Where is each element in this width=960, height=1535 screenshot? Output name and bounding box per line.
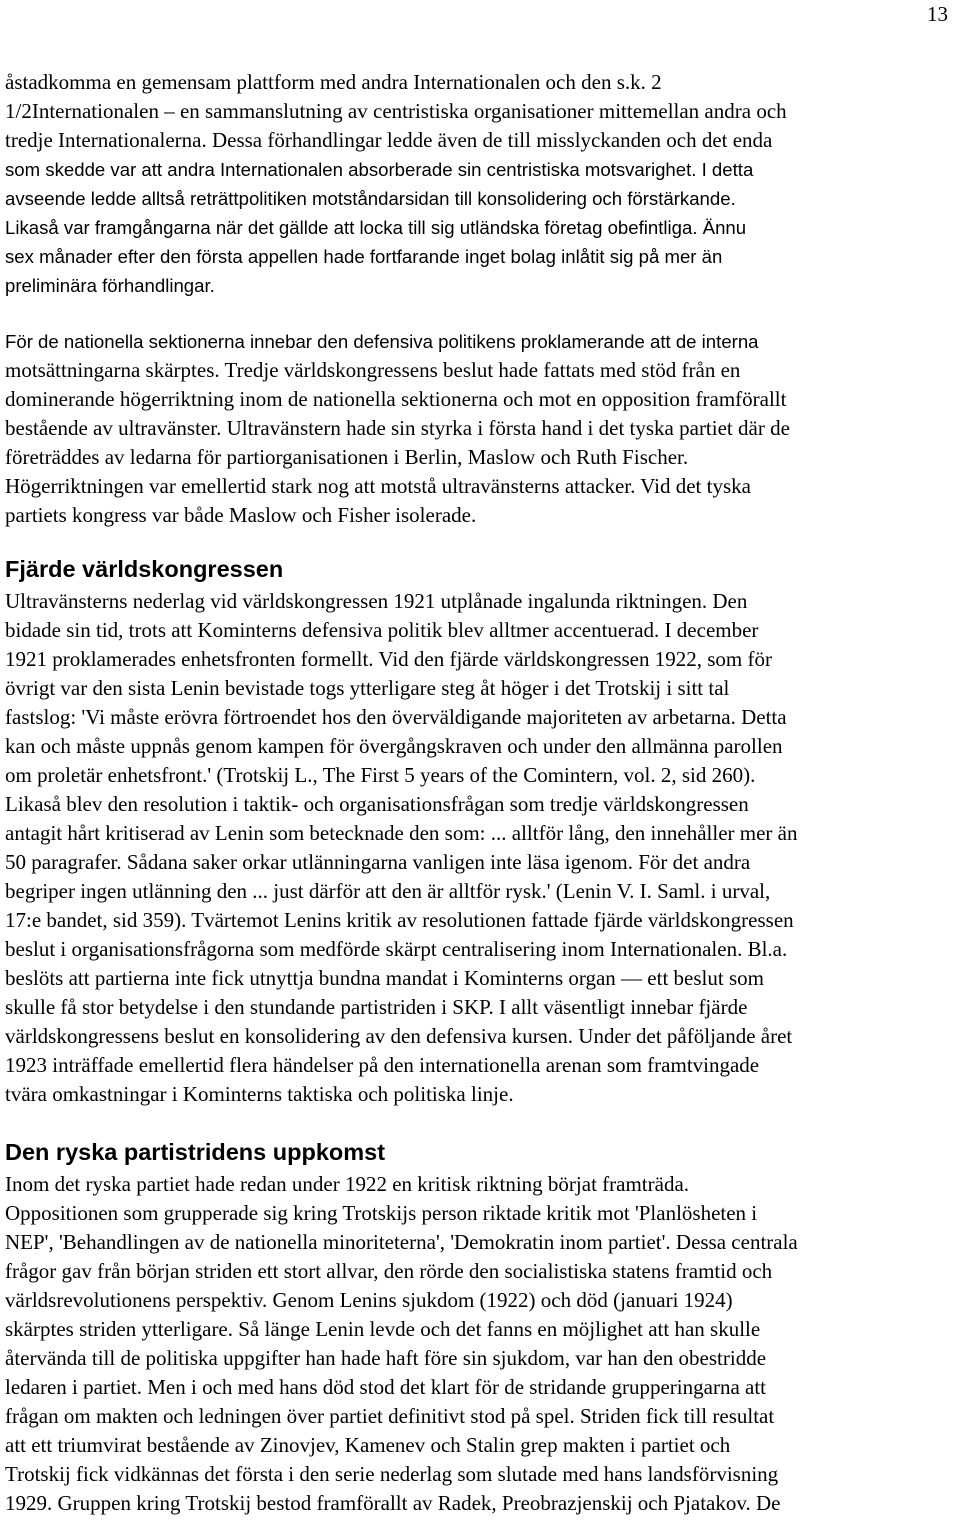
paragraph <box>5 1170 960 1518</box>
text-line: 17:e bandet, sid 359). Tvärtemot Lenins kritik av resolutionen fattade fjärde världskongressen <box>5 908 794 932</box>
text-line: beslöts att partierna inte fick utnyttja bundna mandat i Kominterns organ — ett beslut som <box>5 966 764 990</box>
text-line: antagit hårt kritiserad av Lenin som betecknade den som: ... alltför lång, den innehåller mer än <box>5 821 798 845</box>
text-line: 1921 proklamerades enhetsfronten formellt. Vid den fjärde världskongressen 1922, som för <box>5 647 772 671</box>
paragraph <box>5 327 960 530</box>
text-line: Trotskij fick vidkännas det första i den serie nederlag som slutade med hans landsförvisning <box>5 1462 779 1486</box>
text-line: ledaren i partiet. Men i och med hans död stod det klart för de stridande grupperingarna att <box>5 1375 767 1399</box>
text-line: avseende ledde alltså reträttpolitiken motståndarsidan till konsolidering och förstärkande. <box>5 188 736 209</box>
text-line: preliminära förhandlingar. <box>5 275 215 296</box>
paragraph <box>5 587 960 1109</box>
text-line: världskongressens beslut en konsolidering av den defensiva kursen. Under det påföljande året <box>5 1024 793 1048</box>
text-line: skulle få stor betydelse i den stundande partistriden i SKP. I allt väsentligt innebar fjärde <box>5 995 748 1019</box>
text-line: Ultravänsterns nederlag vid världskongressen 1921 utplånade ingalunda riktningen. Den <box>5 589 748 613</box>
section-heading: Den ryska partistridens uppkomst <box>5 1139 386 1165</box>
text-line: åstadkomma en gemensam plattform med andra Internationalen och den s.k. 2 <box>5 70 662 94</box>
text-line: frågor gav från början striden ett stort allvar, den rörde den socialistiska statens framtid och <box>5 1259 773 1283</box>
text-line: sex månader efter den första appellen hade fortfarande inget bolag inlåtit sig på mer än <box>5 246 723 267</box>
text-line: dominerande högerriktning inom de nationella sektionerna och mot en opposition framförallt <box>5 387 787 411</box>
section-heading: Fjärde världskongressen <box>5 556 284 582</box>
page-number: 13 <box>927 2 948 26</box>
text-line: om proletär enhetsfront.' (Trotskij L., The First 5 years of the Comintern, vol. 2, sid 260). <box>5 763 756 787</box>
text-line: världsrevolutionens perspektiv. Genom Lenins sjukdom (1922) och död (januari 1924) <box>5 1288 733 1312</box>
text-line: tvära omkastningar i Kominterns taktiska och politiska linje. <box>5 1082 514 1106</box>
text-line: fastslog: 'Vi måste erövra förtroendet hos den överväldigande majoriteten av arbetarna. Detta <box>5 705 787 729</box>
text-line: skärptes striden ytterligare. Så länge Lenin levde och det fanns en möjlighet att han skulle <box>5 1317 761 1341</box>
text-line: 1/2Internationalen – en sammanslutning av centristiska organisationer mittemellan andra och <box>5 99 787 123</box>
text-line: Likaså blev den resolution i taktik- och organisationsfrågan som tredje världskongressen <box>5 792 749 816</box>
text-line: bestående av ultravänster. Ultravänstern hade sin styrka i första hand i det tyska partiet där de <box>5 416 790 440</box>
text-line: motsättningarna skärptes. Tredje världskongressens beslut hade fattats med stöd från en <box>5 358 741 382</box>
text-line: NEP', 'Behandlingen av de nationella minoriteterna', 'Demokratin inom partiet'. Dessa centrala <box>5 1230 798 1254</box>
text-line: Oppositionen som grupperade sig kring Trotskijs person riktade kritik mot 'Planlösheten i <box>5 1201 758 1225</box>
text-line: återvända till de politiska uppgifter han hade haft före sin sjukdom, var han den obestridde <box>5 1346 767 1370</box>
text-line: beslut i organisationsfrågorna som medförde skärpt centralisering inom Internationalen. Bl.a. <box>5 937 788 961</box>
text-line: företräddes av ledarna för partiorganisationen i Berlin, Maslow och Ruth Fischer. <box>5 445 689 469</box>
text-line: som skedde var att andra Internationalen absorberade sin centristiska motsvarighet. I detta <box>5 159 754 180</box>
text-line: bidade sin tid, trots att Kominterns defensiva politik blev alltmer accentuerad. I december <box>5 618 759 642</box>
text-line: begriper ingen utlänning den ... just därför att den är alltför rysk.' (Lenin V. I. Saml. i urval, <box>5 879 771 903</box>
text-line: tredje Internationalerna. Dessa förhandlingar ledde även de till misslyckanden och det enda <box>5 128 773 152</box>
text-line: frågan om makten och ledningen över partiet definitivt stod på spel. Striden fick till resultat <box>5 1404 775 1428</box>
text-line: 50 paragrafer. Sådana saker orkar utlänningarna vanligen inte läsa igenom. För det andra <box>5 850 751 874</box>
text-line: partiets kongress var både Maslow och Fisher isolerade. <box>5 503 477 527</box>
text-line: kan och måste uppnås genom kampen för övergångskraven och under den allmänna parollen <box>5 734 783 758</box>
text-line: Högerriktningen var emellertid stark nog att motstå ultravänsterns attacker. Vid det tyska <box>5 474 751 498</box>
text-line: att ett triumvirat bestående av Zinovjev, Kamenev och Stalin grep makten i partiet och <box>5 1433 731 1457</box>
text-line: Likaså var framgångarna när det gällde att locka till sig utländska företag obefintliga. Ännu <box>5 217 747 238</box>
text-line: För de nationella sektionerna innebar den defensiva politikens proklamerande att de interna <box>5 331 759 352</box>
text-line: 1923 inträffade emellertid flera händelser på den internationella arenan som framtvingade <box>5 1053 760 1077</box>
text-line: Inom det ryska partiet hade redan under 1922 en kritisk riktning börjat framträda. <box>5 1172 690 1196</box>
text-line: övrigt var den sista Lenin bevistade togs ytterligare steg åt höger i det Trotskij i sitt tal <box>5 676 730 700</box>
text-line: 1929. Gruppen kring Trotskij bestod framförallt av Radek, Preobrazjenskij och Pjatakov. De <box>5 1491 781 1515</box>
paragraph <box>5 68 960 300</box>
document-body <box>5 68 960 1518</box>
